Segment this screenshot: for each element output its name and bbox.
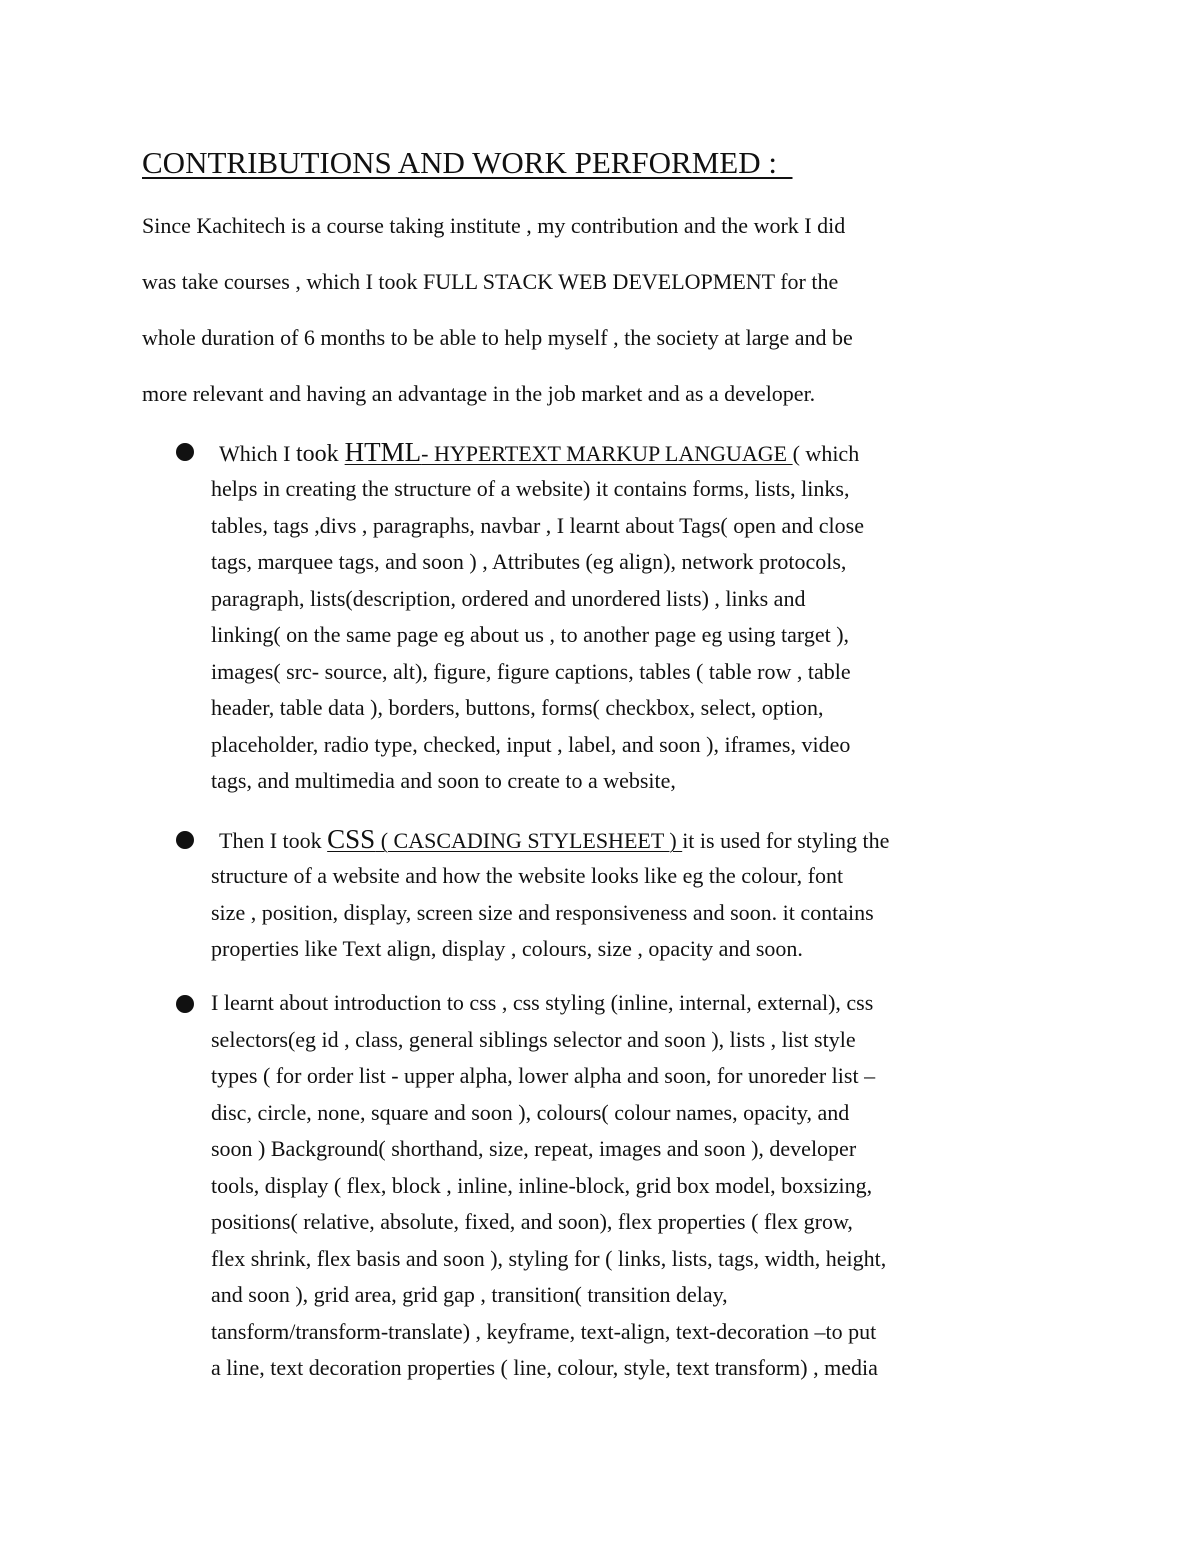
bullet-line: tags, and multimedia and soon to create to a website, bbox=[211, 768, 676, 793]
bullet-line: size , position, display, screen size and responsiveness and soon. it contains bbox=[211, 899, 874, 925]
bullet-line: selectors(eg id , class, general siblings selector and soon ), lists , list style bbox=[211, 1026, 856, 1052]
bullet-line: positions( relative, absolute, fixed, and soon), flex properties ( flex grow, bbox=[211, 1209, 853, 1234]
bullet-first-tail: it is used for styling the bbox=[682, 828, 890, 853]
bullet-icon bbox=[176, 443, 194, 461]
html-fullname: - HYPERTEXT MARKUP LANGUAGE bbox=[421, 441, 793, 466]
bullet-first-line bbox=[211, 820, 1091, 858]
bullet-line: tools, display ( flex, block , inline, inline-block, grid box model, boxsizing, bbox=[211, 1172, 873, 1198]
intro-line: whole duration of 6 months to be able to help myself , the society at large and be bbox=[142, 325, 853, 350]
bullet-line: types ( for order list - upper alpha, lower alpha and soon, for unoreder list – bbox=[211, 1063, 876, 1088]
bullet-line: a line, text decoration properties ( line, colour, style, text transform) , media bbox=[211, 1355, 878, 1380]
bullet-first-line bbox=[211, 433, 1091, 471]
bullet-line: flex shrink, flex basis and soon ), styling for ( links, lists, tags, width, height, bbox=[211, 1245, 887, 1271]
intro-line: was take courses , which I took FULL STACK WEB DEVELOPMENT for the bbox=[142, 269, 839, 294]
bullet-line: tags, marquee tags, and soon ) , Attributes (eg align), network protocols, bbox=[211, 549, 847, 574]
intro-paragraph bbox=[142, 198, 1102, 422]
bullet-line: soon ) Background( shorthand, size, repeat, images and soon ), developer bbox=[211, 1136, 857, 1161]
section-heading: CONTRIBUTIONS AND WORK PERFORMED : bbox=[142, 145, 793, 180]
bullet-line: linking( on the same page eg about us , to another page eg using target ), bbox=[211, 622, 850, 647]
bullet-line: structure of a website and how the website looks like eg the colour, font bbox=[211, 863, 844, 888]
bullet-line: tansform/transform-translate) , keyframe, text-align, text-decoration –to put bbox=[211, 1318, 877, 1344]
bullet-line: images( src- source, alt), figure, figure captions, tables ( table row , table bbox=[211, 658, 851, 684]
bullet-line: placeholder, radio type, checked, input , label, and soon ), iframes, video bbox=[211, 731, 851, 757]
bullet-line: disc, circle, none, square and soon ), colours( colour names, opacity, and bbox=[211, 1099, 850, 1125]
bullet-lead: Then I took bbox=[219, 828, 328, 853]
bullet-lead-took: took bbox=[295, 441, 345, 467]
bullet-line: tables, tags ,divs , paragraphs, navbar , I learnt about Tags( open and close bbox=[211, 512, 864, 538]
bullet-lead: Which I bbox=[219, 441, 296, 466]
bullet-item-css-details bbox=[211, 985, 1091, 1387]
intro-line: more relevant and having an advantage in the job market and as a developer. bbox=[142, 381, 816, 406]
bullet-line: I learnt about introduction to css , css styling (inline, internal, external), css bbox=[211, 990, 874, 1015]
bullet-line: paragraph, lists(description, ordered and unordered lists) , links and bbox=[211, 585, 806, 611]
css-fullname: ( CASCADING STYLESHEET ) bbox=[375, 828, 683, 853]
css-term: CSS bbox=[327, 824, 376, 854]
intro-line: Since Kachitech is a course taking institute , my contribution and the work I did bbox=[142, 213, 846, 238]
bullet-line: and soon ), grid area, grid gap , transition( transition delay, bbox=[211, 1282, 728, 1307]
bullet-first-tail: ( which bbox=[792, 441, 860, 466]
bullet-line: properties like Text align, display , colours, size , opacity and soon. bbox=[211, 936, 803, 961]
bullet-item-css bbox=[211, 820, 1091, 968]
html-term: HTML bbox=[344, 437, 422, 467]
bullet-line: header, table data ), borders, buttons, forms( checkbox, select, option, bbox=[211, 695, 824, 720]
bullet-icon bbox=[176, 995, 194, 1013]
bullet-icon bbox=[176, 831, 194, 849]
bullet-item-html bbox=[211, 433, 1091, 800]
bullet-line: helps in creating the structure of a website) it contains forms, lists, links, bbox=[211, 476, 850, 501]
